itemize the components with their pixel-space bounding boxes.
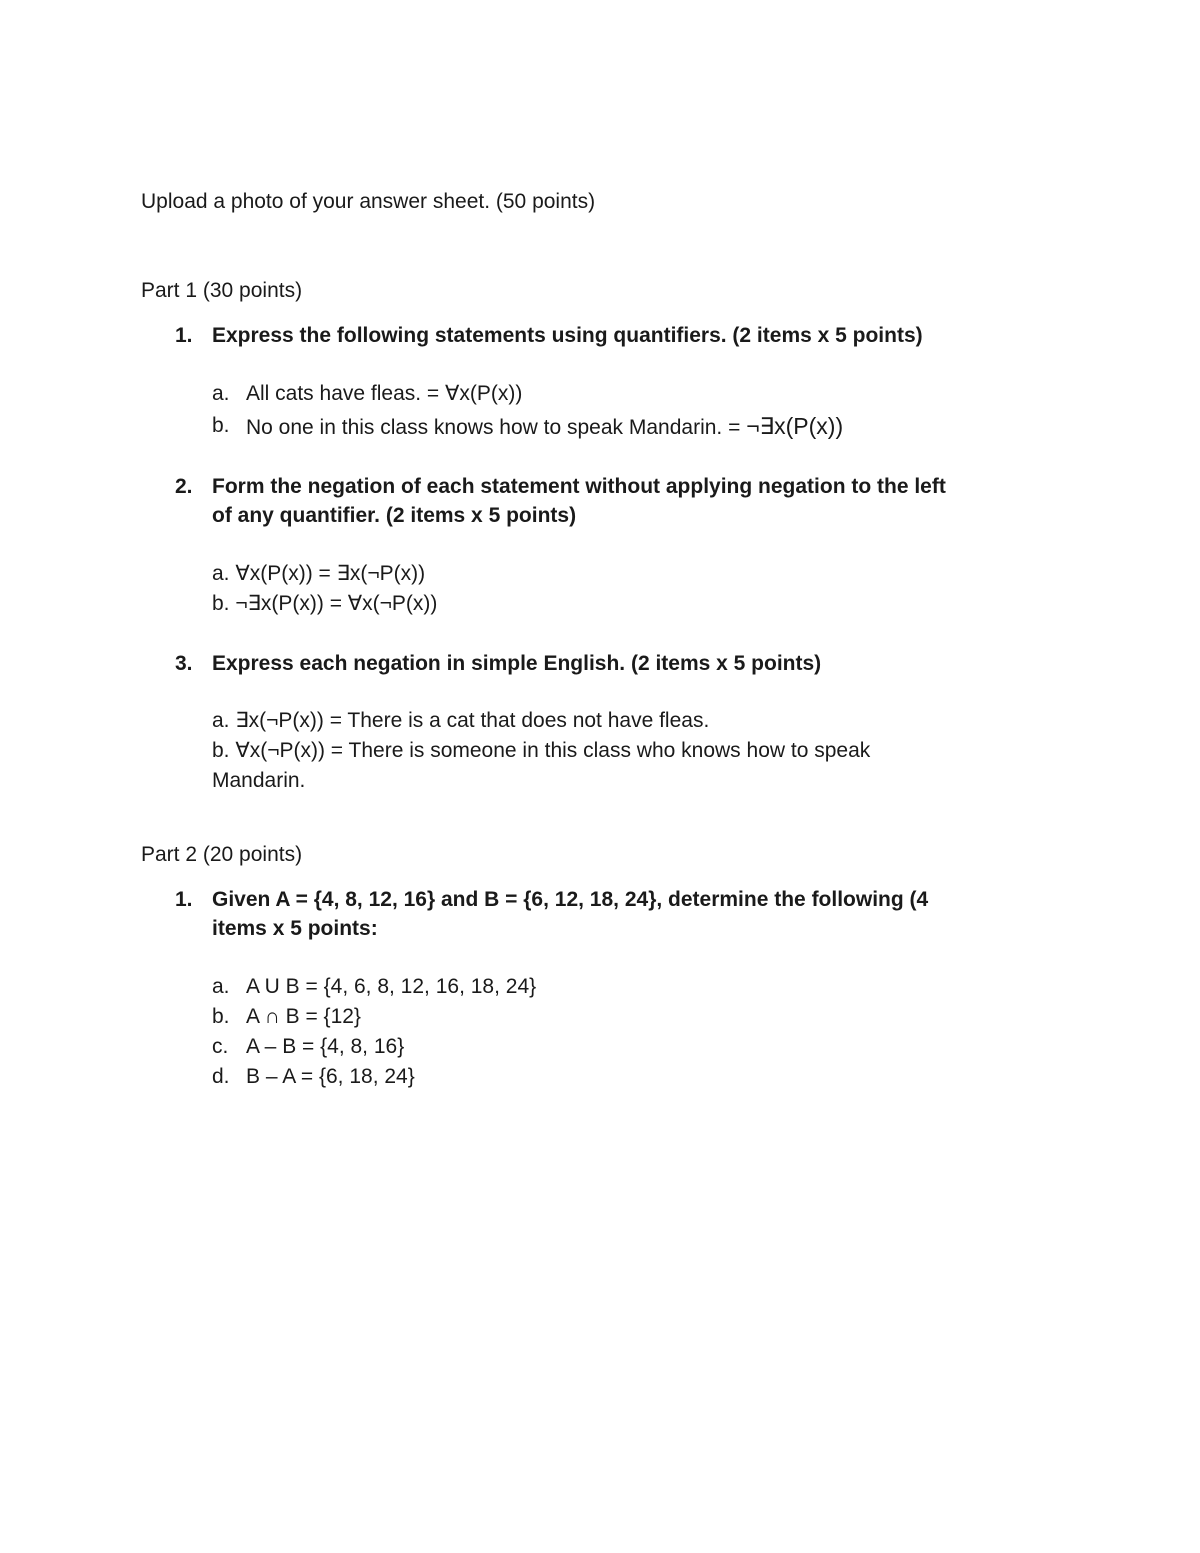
part1-q3-text: Express each negation in simple English. (2 items x 5 points) <box>212 652 822 675</box>
part2-q1-text-line1: Given A = {4, 8, 12, 16} and B = {6, 12, 18, 24}, determine the following (4 <box>212 888 929 911</box>
part1-q3-a-text: a. ∃x(¬P(x)) = There is a cat that does not have fleas. <box>212 709 710 732</box>
part1-q2-text-line2: of any quantifier. (2 items x 5 points) <box>212 504 577 527</box>
instruction-text: Upload a photo of your answer sheet. (50 points) <box>141 190 596 213</box>
part2-q1-d-letter: d. <box>212 1065 230 1088</box>
part1-q2-a-text: a. ∀x(P(x)) = ∃x(¬P(x)) <box>212 562 426 585</box>
part1-q3-b-text-line2: Mandarin. <box>212 769 306 792</box>
part2-q1-number: 1. <box>175 888 193 911</box>
part1-q3-b-text-line1: b. ∀x(¬P(x)) = There is someone in this class who knows how to speak <box>212 739 871 762</box>
part2-q1-a-letter: a. <box>212 975 230 998</box>
part2-q1-c-letter: c. <box>212 1035 229 1058</box>
part1-q2-number: 2. <box>175 475 193 498</box>
part2-q1-c-text: A – B = {4, 8, 16} <box>246 1035 405 1058</box>
part1-q1-b-answer: ¬∃x(P(x)) <box>746 413 844 439</box>
part2-q1-d-text: B – A = {6, 18, 24} <box>246 1065 415 1088</box>
part1-q1-number: 1. <box>175 324 193 347</box>
part2-q1-a-text: A U B = {4, 6, 8, 12, 16, 18, 24} <box>246 975 537 998</box>
part1-title: Part 1 (30 points) <box>141 279 303 302</box>
part2-q1-b-text: A ∩ B = {12} <box>246 1005 361 1028</box>
part2-q1-b-letter: b. <box>212 1005 230 1028</box>
part1-q1-b-letter: b. <box>212 414 230 437</box>
part1-q1-b-text: No one in this class knows how to speak Mandarin. = <box>246 416 747 439</box>
part1-q3-number: 3. <box>175 652 193 675</box>
part1-q1-text: Express the following statements using quantifiers. (2 items x 5 points) <box>212 324 923 347</box>
part1-q2-b-text: b. ¬∃x(P(x)) = ∀x(¬P(x)) <box>212 592 438 615</box>
part2-title: Part 2 (20 points) <box>141 843 303 866</box>
part2-q1-text-line2: items x 5 points: <box>212 917 378 940</box>
part1-q1-b-line <box>246 415 843 438</box>
part1-q1-a-letter: a. <box>212 382 230 405</box>
part1-q2-text-line1: Form the negation of each statement without applying negation to the left <box>212 475 946 498</box>
part1-q1-a-text: All cats have fleas. = ∀x(P(x)) <box>246 382 523 405</box>
